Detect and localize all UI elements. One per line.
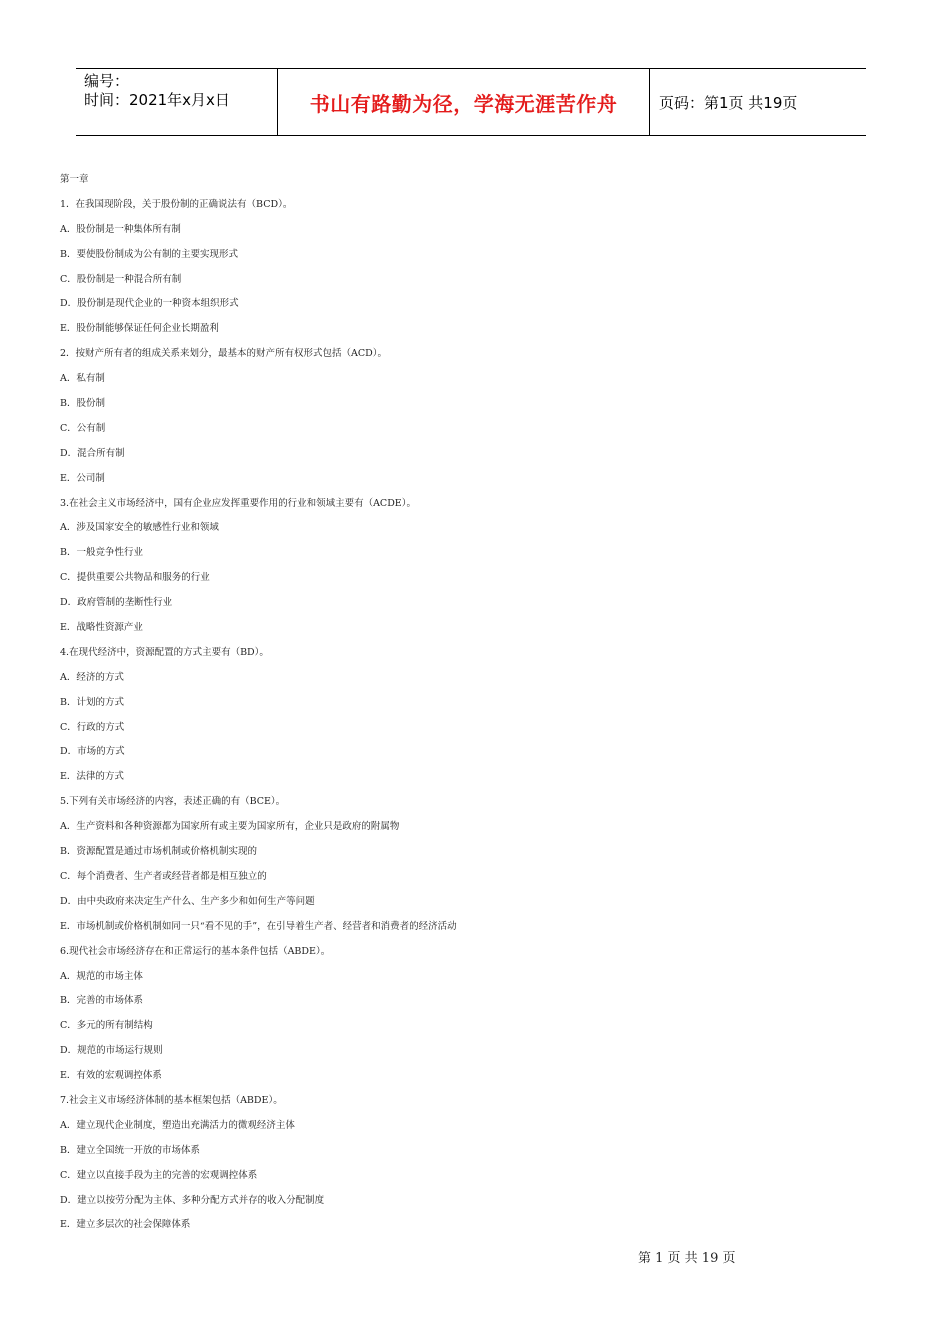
- text-line: C．建立以直接手段为主的完善的宏观调控体系: [60, 1169, 258, 1181]
- text-line: A．经济的方式: [60, 671, 124, 683]
- text-line: 7.社会主义市场经济体制的基本框架包括（ABDE）。: [60, 1094, 283, 1106]
- header-motto-cell: [277, 69, 650, 135]
- text-line: A．生产资料和各种资源都为国家所有或主要为国家所有，企业只是政府的附属物: [60, 821, 400, 833]
- text-line: E．法律的方式: [60, 771, 124, 783]
- text-line: D．建立以按劳分配为主体、多种分配方式并存的收入分配制度: [60, 1194, 325, 1206]
- text-line: D．政府管制的垄断性行业: [60, 597, 173, 609]
- text-line: 1．在我国现阶段，关于股份制的正确说法有（BCD）。: [60, 198, 293, 210]
- text-line: B．建立全国统一开放的市场体系: [60, 1144, 200, 1156]
- text-line: 5.下列有关市场经济的内容，表述正确的有（BCE）。: [60, 796, 286, 808]
- document-time-label: 时间：2021年x月x日: [84, 91, 230, 109]
- text-line: A．涉及国家安全的敏感性行业和领域: [60, 522, 219, 534]
- text-line: E．建立多层次的社会保障体系: [60, 1219, 191, 1231]
- text-line: C．股份制是一种混合所有制: [60, 273, 182, 285]
- text-line: C．每个消费者、生产者或经营者都是相互独立的: [60, 870, 267, 882]
- text-line: D．股份制是现代企业的一种资本组织形式: [60, 298, 239, 310]
- text-line: A．规范的市场主体: [60, 970, 143, 982]
- text-line: A．股份制是一种集体所有制: [60, 223, 181, 235]
- text-line: A．建立现代企业制度，塑造出充满活力的微观经济主体: [60, 1119, 295, 1131]
- text-line: 6.现代社会市场经济存在和正常运行的基本条件包括（ABDE）。: [60, 945, 331, 957]
- page-code-label: 页码：第1页 共19页: [659, 93, 798, 112]
- text-line: 3.在社会主义市场经济中，国有企业应发挥重要作用的行业和领域主要有（ACDE）。: [60, 497, 416, 509]
- text-line: E．有效的宏观调控体系: [60, 1070, 162, 1082]
- text-line: E．战略性资源产业: [60, 622, 143, 634]
- text-line: B．资源配置是通过市场机制或价格机制实现的: [60, 846, 257, 858]
- chapter-heading: 第一章: [60, 174, 89, 185]
- text-line: D．由中央政府来决定生产什么、生产多少和如何生产等问题: [60, 895, 315, 907]
- text-line: 2．按财产所有者的组成关系来划分，最基本的财产所有权形式包括（ACD）。: [60, 348, 388, 360]
- document-number-label: 编号：: [84, 72, 130, 90]
- text-line: C．行政的方式: [60, 721, 125, 733]
- header-left-cell: [76, 69, 277, 135]
- text-line: D．规范的市场运行规则: [60, 1045, 163, 1057]
- text-line: B．一般竞争性行业: [60, 547, 143, 559]
- page-header: [76, 68, 866, 136]
- text-line: E．公司制: [60, 472, 105, 484]
- text-line: E．股份制能够保证任何企业长期盈利: [60, 323, 219, 335]
- page-footer: 第 1 页 共 19 页: [638, 1251, 736, 1266]
- text-line: E．市场机制或价格机制如同一只“看不见的手”，在引导着生产者、经营者和消费者的经济活动: [60, 920, 457, 932]
- text-line: D．市场的方式: [60, 746, 125, 758]
- text-line: C．多元的所有制结构: [60, 1020, 153, 1032]
- text-line: 4.在现代经济中，资源配置的方式主要有（BD）。: [60, 646, 269, 658]
- text-line: B．股份制: [60, 398, 105, 410]
- header-page-cell: [650, 69, 866, 135]
- text-line: C．公有制: [60, 422, 106, 434]
- document-body: [60, 171, 880, 1241]
- motto-text: 书山有路勤为径，学海无涯苦作舟: [309, 91, 618, 116]
- text-line: B．要使股份制成为公有制的主要实现形式: [60, 248, 238, 260]
- text-line: A．私有制: [60, 373, 105, 385]
- text-line: D．混合所有制: [60, 447, 125, 459]
- text-line: B．计划的方式: [60, 696, 124, 708]
- text-line: B．完善的市场体系: [60, 995, 143, 1007]
- text-line: C．提供重要公共物品和服务的行业: [60, 572, 210, 584]
